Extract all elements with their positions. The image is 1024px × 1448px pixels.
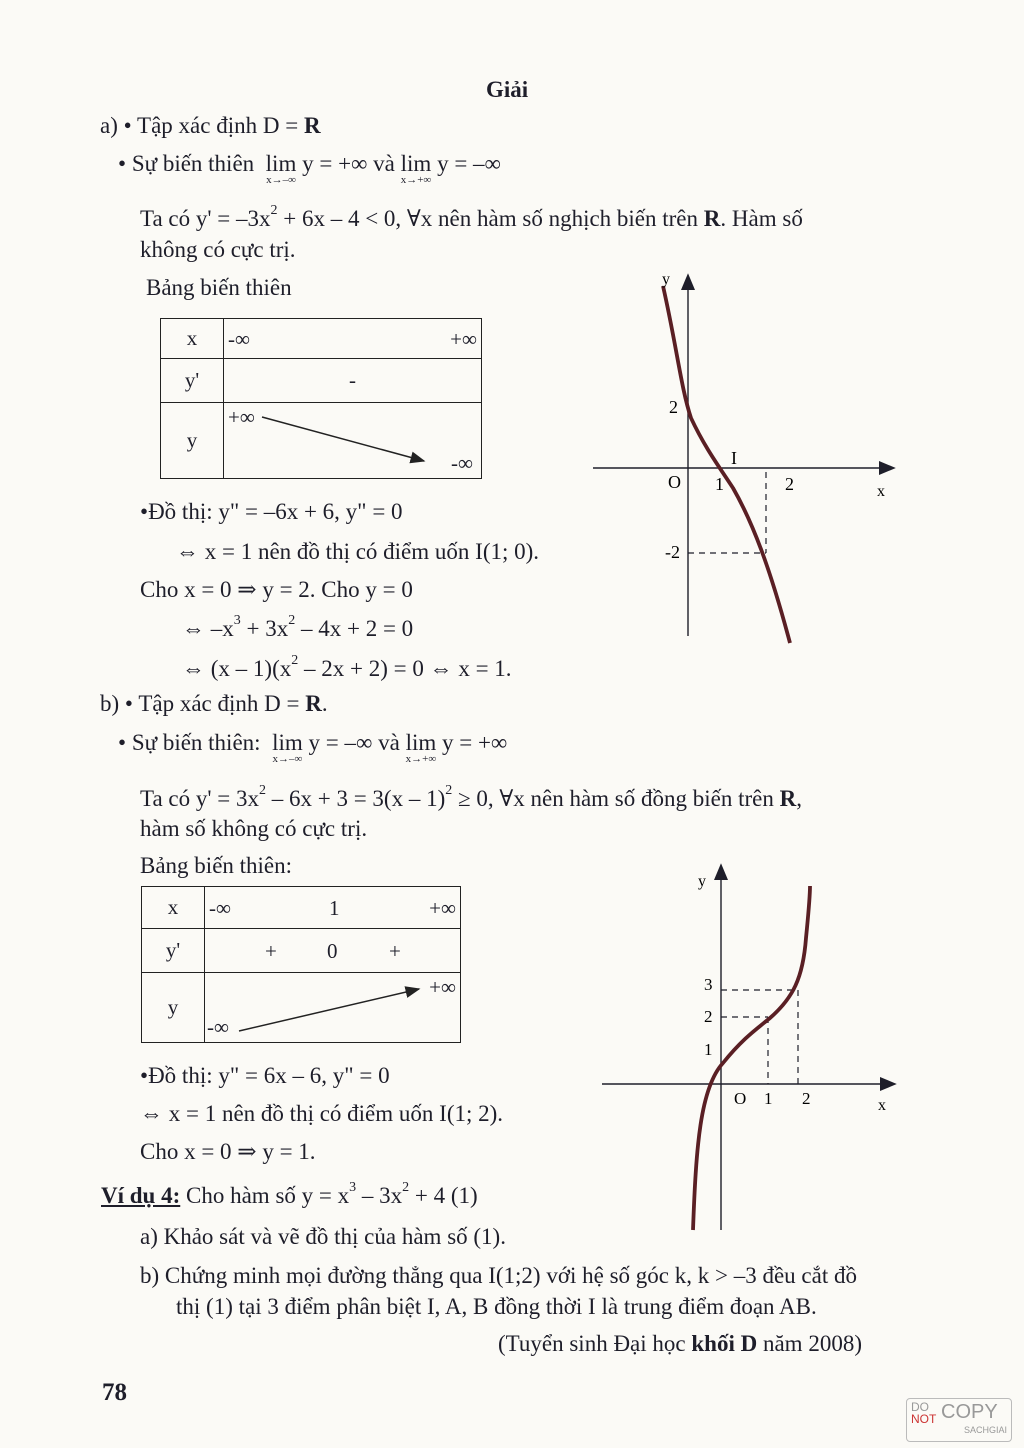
graph-label-one-x: 1 [764, 1089, 773, 1108]
example-4-part-b-line2: thị (1) tại 3 điểm phân biệt I, A, B đồng thời I là trung điểm đoạn AB. [176, 1294, 817, 1319]
part-a-derivative: Ta có $y' = -3x^2 + 6x - 4 < 0$, ∀x nên hàm số nghịch biến trên R. Hàm số [140, 203, 803, 231]
part-b-label: b) [100, 691, 120, 716]
graph-label-one: 1 [715, 474, 724, 494]
graph-a [585, 268, 905, 648]
graph-label-three-y: 3 [704, 975, 713, 994]
part-b-table-title: Bảng biến thiên: [140, 853, 293, 878]
part-a-graph-line: •Đồ thị: y" = –6x + 6, y" = 0 [140, 499, 403, 524]
limit-plus-inf: lim x→+∞ [400, 151, 432, 186]
part-a-domain [100, 112, 321, 140]
part-b-domain: b) • Tập xác định D = R. [100, 691, 328, 716]
table-x-values: -∞ +∞ [224, 319, 482, 359]
limit-minus-inf: lim x→–∞ [272, 730, 303, 765]
graph-label-two-y: 2 [669, 397, 678, 417]
graph-label-two-x: 2 [802, 1089, 811, 1108]
graph-label-origin: O [668, 472, 681, 492]
limit-value: y = +∞ và [302, 151, 395, 176]
example-4-label: Ví dụ 4: [101, 1183, 181, 1208]
table-yprime-sign: - [224, 359, 482, 403]
set-R: R [303, 113, 321, 138]
graph-b [598, 858, 908, 1238]
bullet-icon: • [124, 691, 133, 716]
domain-text: Tập xác định D = [137, 113, 304, 138]
bullet-icon: • [123, 113, 132, 138]
graph-label-inflection: I [731, 448, 737, 468]
example-4-statement: Ví dụ 4: Cho hàm số $y = x^3 - 3x^2 + 4$ (1) [101, 1180, 478, 1208]
watermark-logo: DO NOT COPY SACHGIAI [906, 1398, 1012, 1442]
part-a-point: Cho x = 0 ⇒ y = 2. Cho y = 0 [140, 577, 413, 602]
bullet-icon: • [118, 730, 127, 755]
part-b-inflection: ⇔ x = 1 nên đồ thị có điểm uốn I(1; 2). [140, 1101, 504, 1126]
graph-label-two-y: 2 [704, 1007, 713, 1026]
part-b-derivative: Ta có $y' = 3x^2 - 6x + 3 = 3(x - 1)^2 \ge 0$, ∀x nên hàm số đồng biến trên R, [140, 783, 802, 811]
example-4-part-a: a) Khảo sát và vẽ đồ thị của hàm số (1). [140, 1224, 506, 1249]
part-a-derivative-cont: không có cực trị. [140, 237, 296, 262]
table-x-label: x [161, 319, 224, 359]
table-y-values: -∞ +∞ [205, 973, 461, 1043]
table-yprime-label: y' [161, 359, 224, 403]
table-y-label: y [142, 973, 205, 1043]
part-a-table-title: Bảng biến thiên [146, 275, 292, 300]
bullet-icon: • [140, 499, 149, 524]
part-a-label: a) [100, 113, 118, 138]
graph-label-origin: O [734, 1089, 747, 1108]
decreasing-arrow [224, 403, 482, 479]
variation-table-b [141, 886, 461, 1043]
graph-label-two-x: 2 [785, 474, 794, 494]
limit-minus-inf: lim x→–∞ [265, 151, 297, 186]
solution-heading: Giải [486, 77, 529, 102]
bullet-icon: • [140, 1063, 149, 1088]
graph-label-one-y: 1 [704, 1040, 713, 1059]
part-b-variation: • Sự biến thiên: lim x→–∞ y = –∞ và lim x→+∞ y = +∞ [118, 730, 508, 765]
limit-value: y = –∞ [437, 151, 501, 176]
curve-a [663, 286, 790, 643]
graph-label-y: y [662, 271, 670, 288]
part-a-variation [118, 150, 501, 186]
increasing-arrow [205, 973, 461, 1043]
bullet-icon: • [118, 151, 127, 176]
page-number: 78 [102, 1379, 127, 1406]
part-b-derivative-cont: hàm số không có cực trị. [140, 816, 368, 841]
part-a-equation-1: ⇔ $-x^3 + 3x^2 - 4x + 2 = 0$ [182, 613, 414, 641]
part-a-inflection: ⇔ x = 1 nên đồ thị có điểm uốn I(1; 0). [176, 539, 540, 564]
table-yprime-signs: + 0 + [205, 929, 461, 973]
variation-table-a [160, 318, 482, 479]
graph-label-minus-two: -2 [665, 542, 680, 562]
graph-label-x: x [877, 483, 885, 500]
limit-plus-inf: lim x→+∞ [405, 730, 437, 765]
example-4-source: (Tuyển sinh Đại học khối D năm 2008) [498, 1331, 862, 1356]
table-y-values: +∞ -∞ [224, 403, 482, 479]
table-y-label: y [161, 403, 224, 479]
part-b-point: Cho x = 0 ⇒ y = 1. [140, 1139, 316, 1164]
graph-label-y: y [698, 873, 706, 890]
table-x-label: x [142, 887, 205, 929]
part-a-equation-2: ⇔ $(x - 1)(x^2 - 2x + 2) = 0$ ⇔ x = 1. [182, 653, 512, 681]
table-x-values: -∞ 1 +∞ [205, 887, 461, 929]
variation-lead: Sự biến thiên [131, 151, 255, 176]
graph-label-x: x [878, 1097, 886, 1114]
example-4-part-b-line1: b) Chứng minh mọi đường thẳng qua I(1;2) với hệ số góc k, k > –3 đều cắt đồ [140, 1263, 857, 1288]
part-b-graph-line: •Đồ thị: y" = 6x – 6, y" = 0 [140, 1063, 390, 1088]
table-yprime-label: y' [142, 929, 205, 973]
